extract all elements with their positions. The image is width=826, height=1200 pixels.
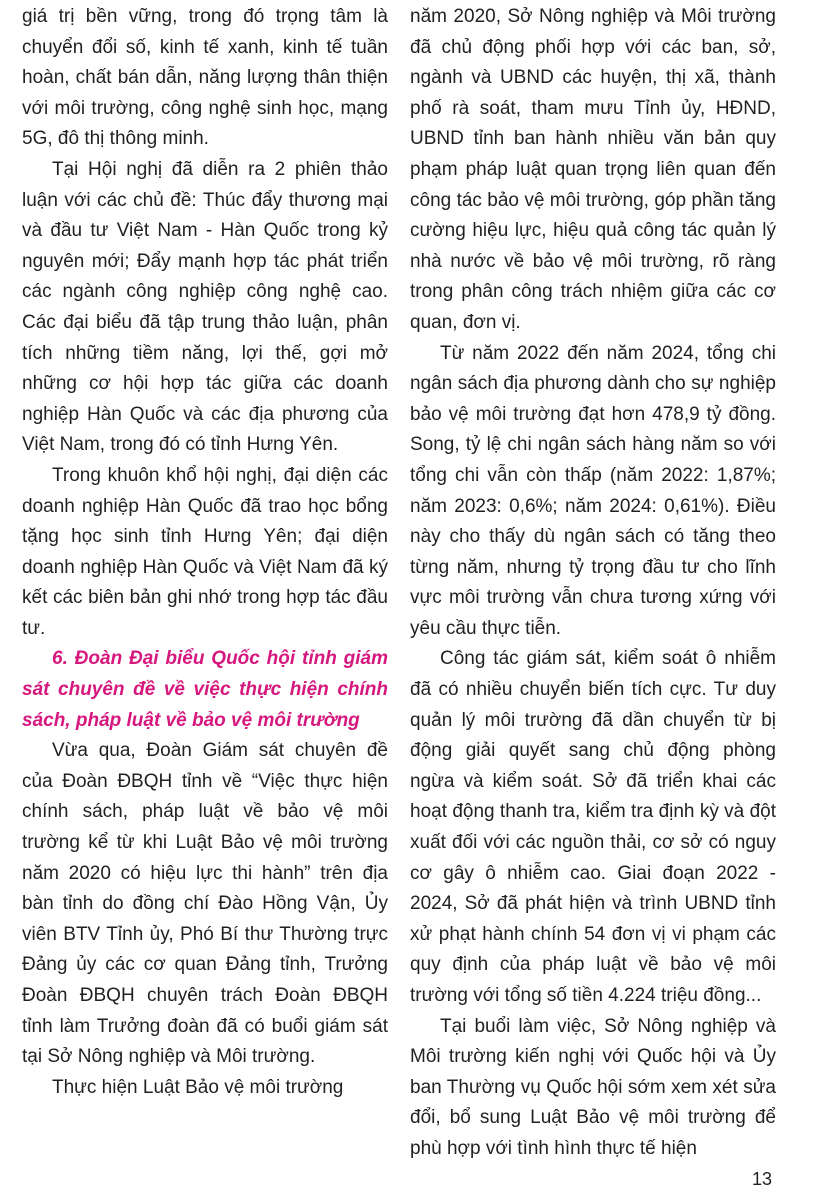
left-column (22, 2, 388, 1103)
paragraph-recommendation: Tại buổi làm việc, Sở Nông nghiệp và Môi trường kiến nghị với Quốc hội và Ủy ban Thường vụ Quốc hội sớm xem xét sửa đổi, bổ sung Luật Bảo vệ môi trường để phù hợp với tình hình thực tế hiện (410, 1015, 776, 1159)
paragraph-implementation-start: Thực hiện Luật Bảo vệ môi trường (52, 1076, 344, 1098)
paragraph-supervision: Vừa qua, Đoàn Giám sát chuyên đề của Đoàn ĐBQH tỉnh về “Việc thực hiện chính sách, pháp luật về bảo vệ môi trường kể từ khi Luật Bảo vệ môi trường năm 2020 có hiệu lực thi hành” trên địa bàn tỉnh do đồng chí Đào Hồng Vận, Ủy viên BTV Tỉnh ủy, Phó Bí thư Thường trực Đảng ủy các cơ quan Đảng tỉnh, Trưởng Đoàn ĐBQH chuyên trách Đoàn ĐBQH tỉnh làm Trưởng đoàn đã có buổi giám sát tại Sở Nông nghiệp và Môi trường. (22, 740, 388, 1068)
section-heading-6: 6. Đoàn Đại biểu Quốc hội tỉnh giám sát chuyên đề về việc thực hiện chính sách, pháp luật về bảo vệ môi trường (22, 648, 388, 731)
paragraph-continued: giá trị bền vững, trong đó trọng tâm là chuyển đổi số, kinh tế xanh, kinh tế tuần hoàn, chất bán dẫn, năng lượng thân thiện với môi trường, công nghệ sinh học, mạng 5G, đô thị thông minh. (22, 6, 388, 150)
right-column (410, 2, 776, 1165)
paragraph-conference-sessions: Tại Hội nghị đã diễn ra 2 phiên thảo luận với các chủ đề: Thúc đẩy thương mại và đầu tư Việt Nam - Hàn Quốc trong kỷ nguyên mới; Đẩy mạnh hợp tác phát triển các ngành công nghiệp công nghệ cao. Các đại biểu đã tập trung thảo luận, phân tích những tiềm năng, lợi thế, gợi mở những cơ hội hợp tác giữa các doanh nghiệp Hàn Quốc và các địa phương của Việt Nam, trong đó có tỉnh Hưng Yên. (22, 158, 388, 456)
paragraph-implementation-continued: năm 2020, Sở Nông nghiệp và Môi trường đã chủ động phối hợp với các ban, sở, ngành và UBND các huyện, thị xã, thành phố rà soát, tham mưu Tỉnh ủy, HĐND, UBND tỉnh ban hành nhiều văn bản quy phạm pháp luật quan trọng liên quan đến công tác bảo vệ môi trường, góp phần tăng cường hiệu lực, hiệu quả công tác quản lý nhà nước về bảo vệ môi trường, rõ ràng trong phân công trách nhiệm giữa các cơ quan, đơn vị. (410, 6, 776, 333)
page-number: 13 (751, 1169, 772, 1189)
paragraph-budget: Từ năm 2022 đến năm 2024, tổng chi ngân sách địa phương dành cho sự nghiệp bảo vệ môi trường đạt hơn 478,9 tỷ đồng. Song, tỷ lệ chi ngân sách hàng năm so với tổng chi vẫn còn thấp (năm 2022: 1,87%; năm 2023: 0,6%; năm 2024: 0,61%). Điều này cho thấy dù ngân sách có tăng theo từng năm, nhưng tỷ trọng đầu tư cho lĩnh vực môi trường vẫn chưa tương xứng với yêu cầu thực tiễn. (410, 342, 776, 639)
paragraph-scholarships: Trong khuôn khổ hội nghị, đại diện các doanh nghiệp Hàn Quốc đã trao học bổng tặng học sinh tỉnh Hưng Yên; đại diện doanh nghiệp Hàn Quốc và Việt Nam đã ký kết các biên bản ghi nhớ trong hợp tác đầu tư. (22, 464, 388, 639)
paragraph-pollution-control: Công tác giám sát, kiểm soát ô nhiễm đã có nhiều chuyển biến tích cực. Tư duy quản lý môi trường đã dần chuyển từ bị động giải quyết sang chủ động phòng ngừa và kiểm soát. Sở đã triển khai các hoạt động thanh tra, kiểm tra định kỳ và đột xuất đối với các nguồn thải, cơ sở có nguy cơ gây ô nhiễm cao. Giai đoạn 2022 - 2024, Sở đã phát hiện và trình UBND tỉnh xử phạt hành chính 54 đơn vị vi phạm các quy định của pháp luật về bảo vệ môi trường với tổng số tiền 4.224 triệu đồng... (410, 648, 776, 1006)
